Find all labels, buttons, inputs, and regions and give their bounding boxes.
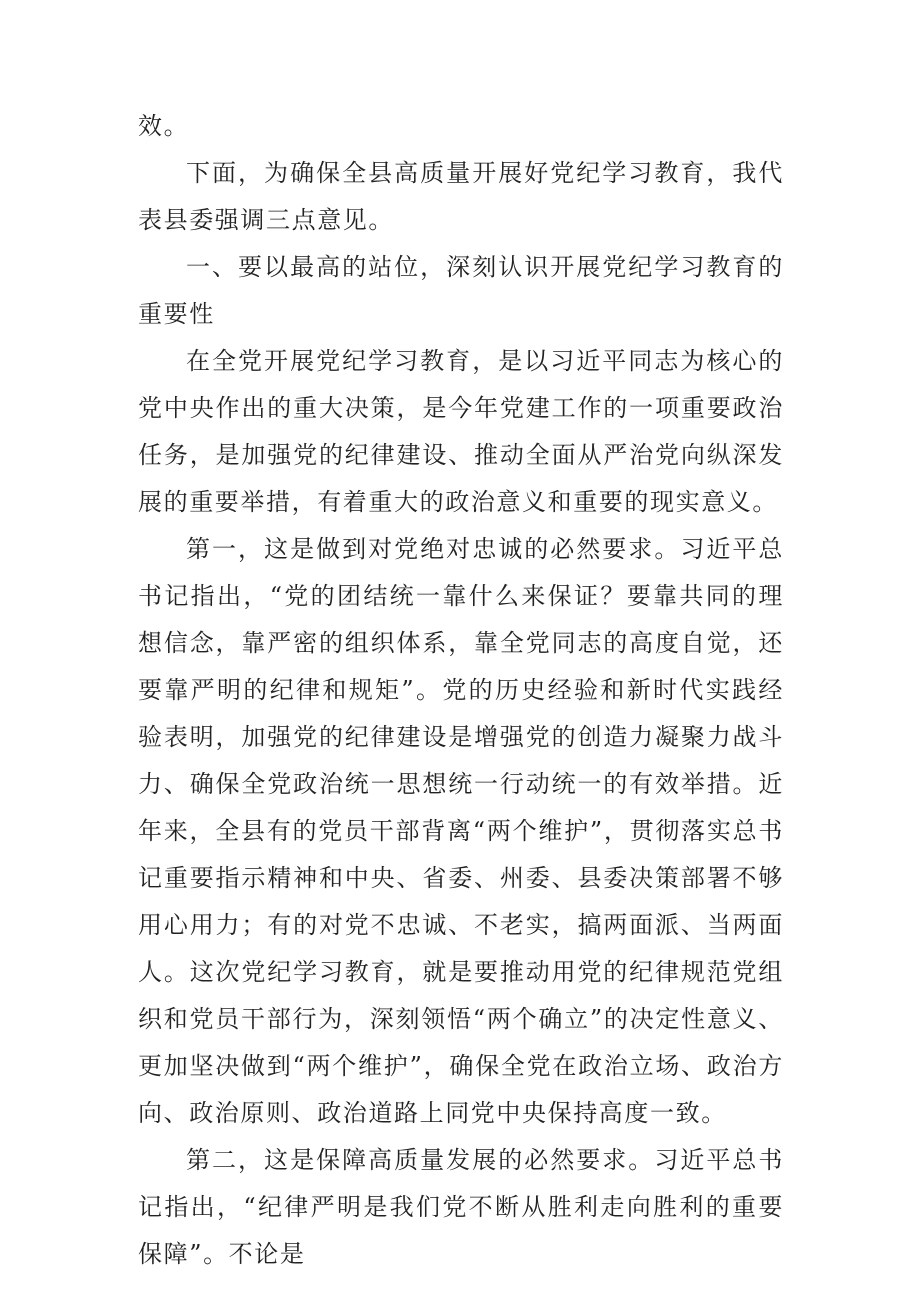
paragraph-significance: 在全党开展党纪学习教育，是以习近平同志为核心的党中央作出的重大决策，是今年党建工作的一项重要政治任务，是加强党的纪律建设、推动全面从严治党向纵深发展的重要举措，有着重大的政治意义和重要的现实意义。 xyxy=(138,347,784,516)
paragraph-point-two: 第二，这是保障高质量发展的必然要求。习近平总书记指出，“纪律严明是我们党不断从胜利走向胜利的重要保障”。不论是 xyxy=(138,1146,784,1268)
paragraph-intro: 下面，为确保全县高质量开展好党纪学习教育，我代表县委强调三点意见。 xyxy=(138,159,784,234)
paragraph-point-one: 第一，这是做到对党绝对忠诚的必然要求。习近平总书记指出，“党的团结统一靠什么来保证？要靠共同的理想信念，靠严密的组织体系，靠全党同志的高度自觉，还要靠严明的纪律和规矩”。党的历史经验和新时代实践经验表明，加强党的纪律建设是增强党的创造力凝聚力战斗力、确保全党政治统一思想统一行动统一的有效举措。近年来，全县有的党员干部背离“两个维护”，贯彻落实总书记重要指示精神和中央、省委、州委、县委决策部署不够用心用力；有的对党不忠诚、不老实，搞两面派、当两面人。这次党纪学习教育，就是要推动用党的纪律规范党组织和党员干部行为，深刻领悟“两个确立”的决定性意义、更加坚决做到“两个维护”，确保全党在政治立场、政治方向、政治原则、政治道路上同党中央保持高度一致。 xyxy=(138,535,784,1127)
section-heading: 一、要以最高的站位，深刻认识开展党纪学习教育的重要性 xyxy=(138,253,784,328)
document-body xyxy=(138,103,784,1278)
paragraph-continuation: 效。 xyxy=(138,112,190,140)
